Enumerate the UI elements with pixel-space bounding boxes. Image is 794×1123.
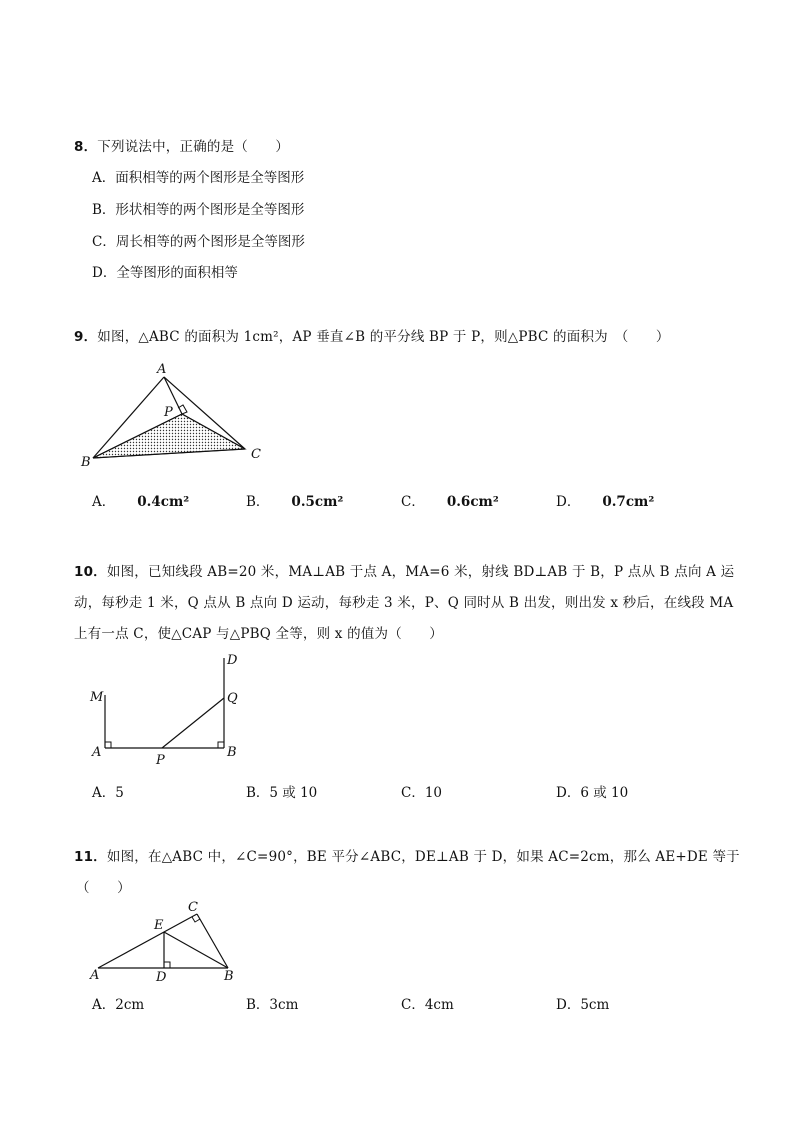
q10-option-d[interactable]: D．6 或 10: [556, 785, 629, 801]
q9-figure: [78, 360, 278, 470]
q11-stem-line-1: [74, 845, 740, 865]
q10-label-a: A: [92, 745, 102, 760]
q9-stem-line: [74, 325, 670, 345]
q10-stem-text-1: 如图，已知线段 AB=20 米，MA⊥AB 于点 A，MA=6 米，射线 BD⊥AB 于 B，P 点从 B 点向 A 运: [106, 564, 735, 580]
q10-number: 10．: [74, 564, 107, 580]
q10-option-c[interactable]: C．10: [401, 785, 443, 801]
q10-label-p: P: [156, 753, 165, 768]
q10-option-a[interactable]: A．5: [92, 785, 124, 801]
q10-stem-line-3: 上有一点 C，使△CAP 与△PBQ 全等，则 x 的值为（ ）: [74, 626, 443, 642]
q11-option-c[interactable]: C．4cm: [401, 997, 454, 1013]
q9-option-d-value: 0.7cm²: [602, 494, 655, 510]
q9-option-a-letter: A．: [92, 494, 116, 510]
q11-label-b: B: [224, 969, 234, 984]
q11-label-d: D: [156, 970, 167, 985]
q10-figure: [86, 650, 246, 768]
q11-figure: [86, 898, 246, 986]
q9-option-d[interactable]: [556, 490, 654, 510]
q9-label-b: B: [81, 455, 91, 470]
q10-stem-line-1: [74, 560, 734, 580]
q8-option-d[interactable]: D．全等图形的面积相等: [92, 265, 238, 281]
q10-right-angle-a: [105, 742, 111, 748]
q9-label-a: A: [157, 362, 167, 377]
q10-right-angle-b: [218, 742, 224, 748]
q9-option-b-letter: B．: [246, 494, 270, 510]
q11-label-e: E: [154, 918, 164, 933]
q8-option-c[interactable]: C．周长相等的两个图形是全等图形: [92, 234, 305, 250]
q11-stem-text-1: 如图，在△ABC 中，∠C=90°，BE 平分∠ABC，DE⊥AB 于 D，如果 AC=2cm，那么 AE+DE 等于: [106, 849, 740, 865]
q9-option-b-value: 0.5cm²: [291, 494, 344, 510]
q11-segment-be: [164, 932, 228, 968]
q9-stem: 如图，△ABC 的面积为 1cm²，AP 垂直∠B 的平分线 BP 于 P，则△PBC 的面积为 （ ）: [97, 329, 670, 345]
q8-option-b[interactable]: B．形状相等的两个图形是全等图形: [92, 202, 305, 218]
q9-option-c-letter: C．: [401, 494, 425, 510]
q11-label-a: A: [90, 968, 100, 983]
q8-stem-line: [74, 135, 289, 155]
q9-label-c: C: [251, 447, 261, 462]
q8-stem: 下列说法中，正确的是（ ）: [97, 139, 290, 155]
q10-option-b[interactable]: B．5 或 10: [246, 785, 318, 801]
q9-option-d-letter: D．: [556, 494, 581, 510]
q10-label-b: B: [227, 745, 237, 760]
q11-number: 11．: [74, 849, 107, 865]
q11-label-c: C: [188, 900, 198, 915]
q10-label-m: M: [90, 690, 104, 705]
q10-stem-line-2: 动，每秒走 1 米，Q 点从 B 点向 D 运动，每秒走 3 米，P、Q 同时从 B 出发，则出发 x 秒后，在线段 MA: [74, 595, 734, 611]
q9-number: 9．: [74, 329, 98, 345]
q9-option-a[interactable]: [92, 490, 189, 510]
q9-option-c-value: 0.6cm²: [446, 494, 499, 510]
q8-option-a[interactable]: A．面积相等的两个图形是全等图形: [92, 170, 305, 186]
q9-option-c[interactable]: [401, 490, 499, 510]
q10-label-d: D: [227, 653, 238, 668]
q11-stem-line-2: （ ）: [76, 880, 131, 896]
q10-label-q: Q: [227, 691, 238, 706]
q8-number: 8．: [74, 139, 98, 155]
q9-label-p: P: [164, 405, 173, 420]
q9-option-a-value: 0.4cm²: [137, 494, 190, 510]
q11-option-a[interactable]: A．2cm: [92, 997, 145, 1013]
q11-option-d[interactable]: D．5cm: [556, 997, 610, 1013]
q10-segment-pq: [162, 698, 224, 748]
q9-option-b[interactable]: [246, 490, 343, 510]
q11-right-angle-d: [164, 962, 170, 968]
q11-side-ac: [98, 914, 197, 968]
q11-option-b[interactable]: B．3cm: [246, 997, 299, 1013]
